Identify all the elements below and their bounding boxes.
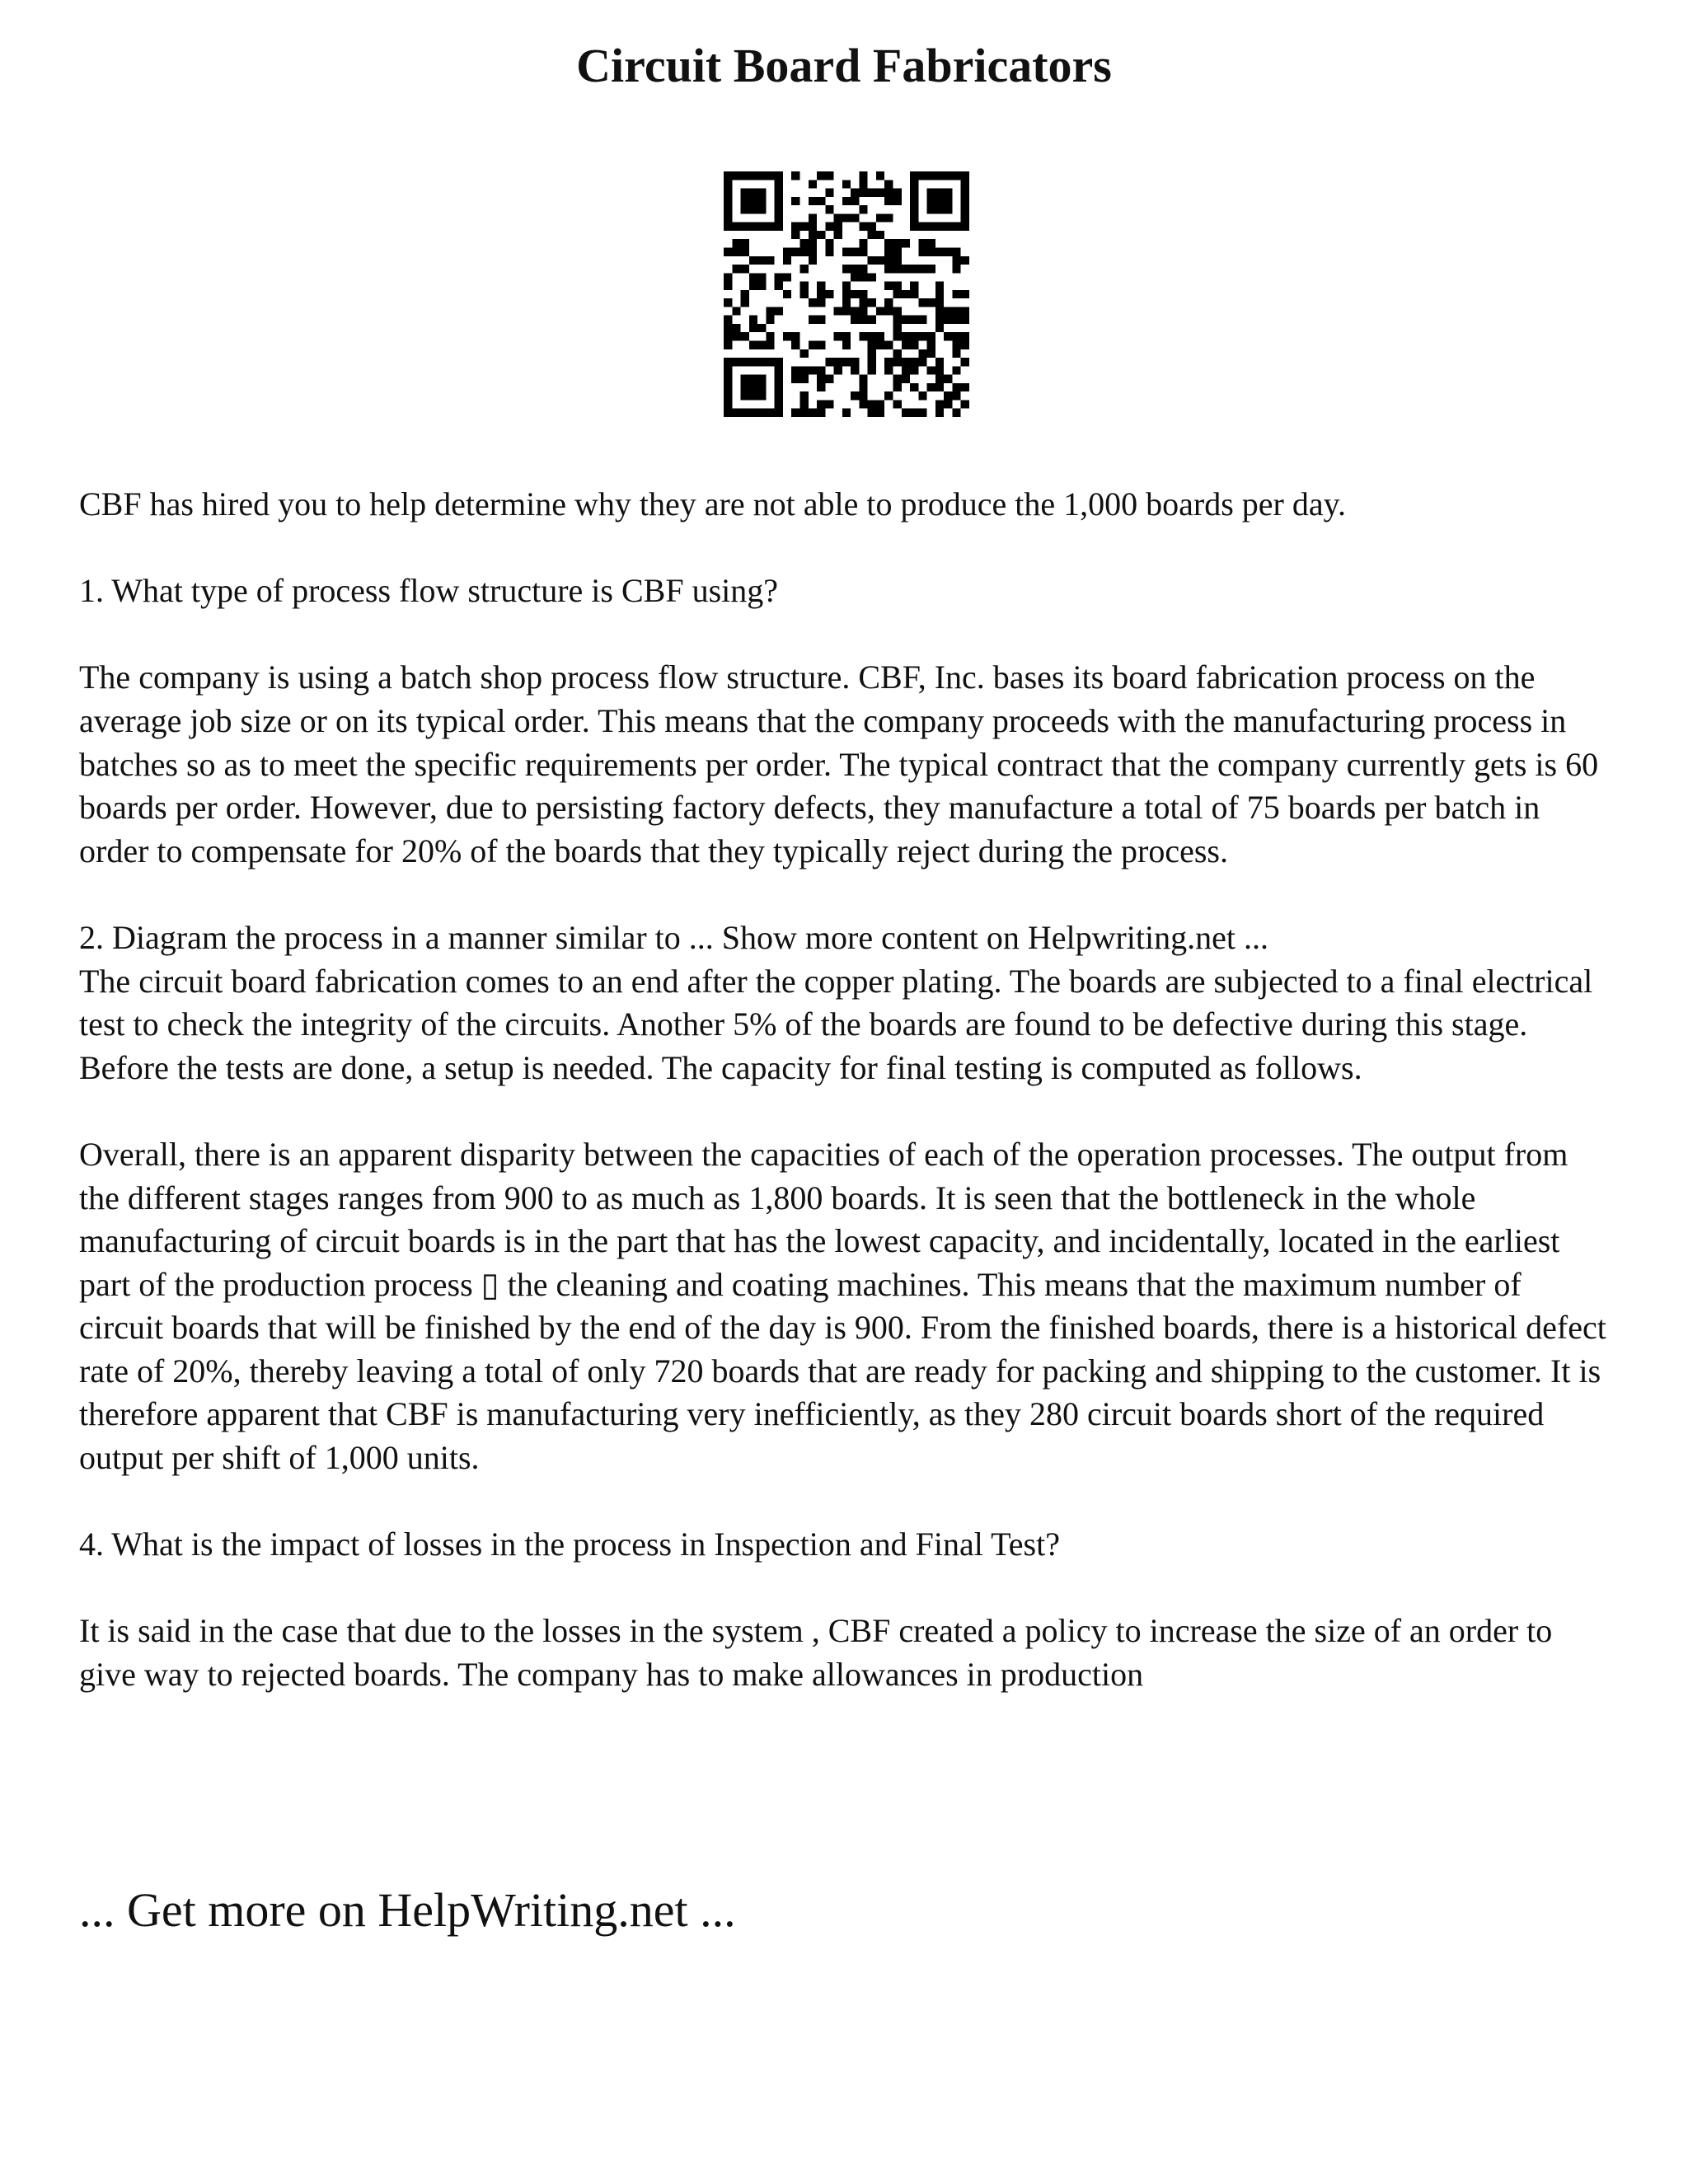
question-4: 4. What is the impact of losses in the process in Inspection and Final Test? [79,1526,1060,1563]
answer-4-paragraph: It is said in the case that due to the losses in the system , CBF created a policy to increase the size of an order to give way to rejected boards. The company has to make allowances in production [79,1612,1553,1694]
qr-code-icon [724,171,969,417]
question-2: 2. Diagram the process in a manner similar to ... Show more content on Helpwriting.net ... [79,918,1269,956]
question-1: 1. What type of process flow structure is CBF using? [79,572,779,610]
qr-code-graphic [724,171,969,417]
answer-2-paragraph: The circuit board fabrication comes to an end after the copper plating. The boards are subjected to a final electrical test to check the integrity of the circuits. Another 5% of the boards are found to be defective during this stage. Before the tests are done, a setup is needed. The capacity for final testing is computed as follows. [79,962,1593,1086]
get-more-link[interactable]: ... Get more on HelpWriting.net ... [79,1883,736,1937]
intro-paragraph: CBF has hired you to help determine why they are not able to produce the 1,000 boards per day. [79,485,1347,523]
document-title: Circuit Board Fabricators [576,39,1112,92]
analysis-paragraph: Overall, there is an apparent disparity between the capacities of each of the operation processes. The output from the different stages ranges from 900 to as much as 1,800 boards. It is seen that the bottleneck in the whole manufacturing of circuit boards is in the part that has the lowest capacity, and incidentally, located in the earliest part of the production process ▯ the cleaning and coating machines. This means that the maximum number of circuit boards that will be finished by the end of the day is 900. From the finished boards, there is a historical defect rate of 20%, thereby leaving a total of only 720 boards that are ready for packing and shipping to the customer. It is therefore apparent that CBF is manufacturing very inefficiently, as they 280 circuit boards short of the required output per shift of 1,000 units. [79,1135,1606,1477]
document-body [79,483,1612,1740]
answer-1-paragraph: The company is using a batch shop process flow structure. CBF, Inc. bases its board fabrication process on the average job size or on its typical order. This means that the company proceeds with the manufacturing process in batches so as to meet the specific requirements per order. The typical contract that the company currently gets is 60 boards per order. However, due to persisting factory defects, they manufacture a total of 75 boards per batch in order to compensate for 20% of the boards that they typically reject during the process. [79,658,1599,869]
